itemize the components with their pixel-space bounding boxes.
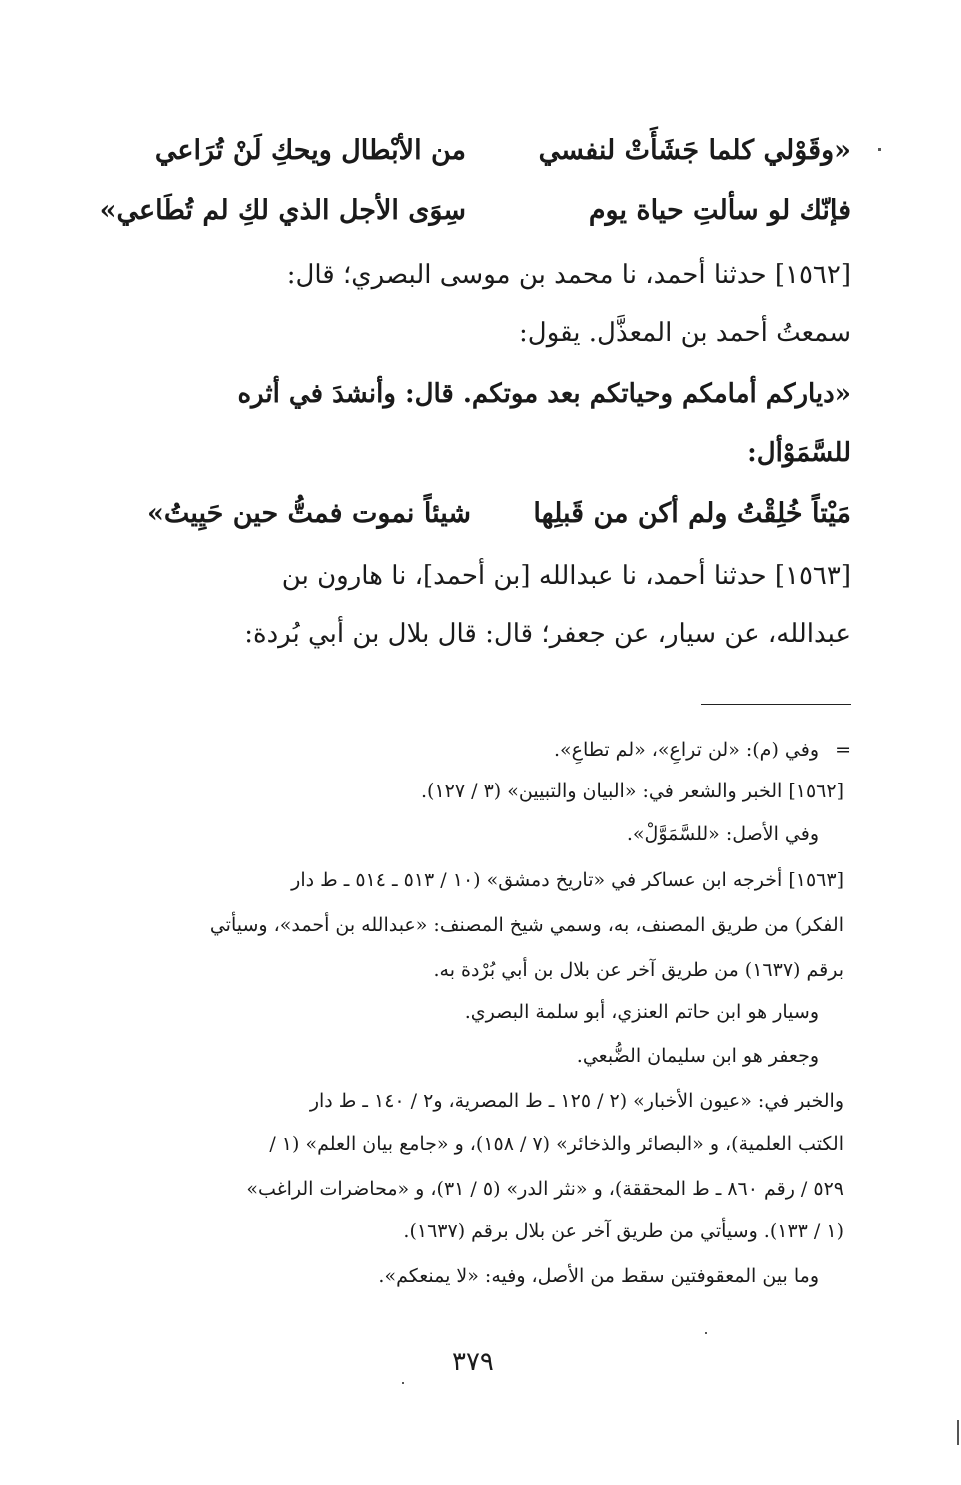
hadith-1562-line2: سمعتُ أحمد بن المعذَّل. يقول:: [519, 318, 851, 348]
quote-line2: للسَّمَوْأل:: [747, 438, 851, 468]
page-number: ٣٧٩: [452, 1347, 494, 1377]
scan-speck: [878, 148, 881, 151]
verse3-second-hemistich: شيئاً نموت فمتُّ حين حَيِيتُ»: [146, 498, 471, 529]
footnote-line: ٥٢٩ / رقم ٨٦٠ ـ ط المحققة)، و «نثر الدر» (٥ / ٣١)، و «محاضرات الراغب»: [246, 1178, 844, 1200]
verse1-second-hemistich: من الأبْطال ويحكِ لَنْ تُرَاعي: [154, 135, 466, 166]
footnote-line: [١٥٦٣] أخرجه ابن عساكر في «تاريخ دمشق» (١٠ / ٥١٣ ـ ٥١٤ ـ ط دار: [291, 869, 844, 891]
hadith-1563-line1: [١٥٦٣] حدثنا أحمد، نا عبدالله [بن أحمد]، نا هارون بن: [281, 561, 851, 591]
footnote-line: [١٥٦٢] الخبر والشعر في: «البيان والتبيين» (٣ / ١٢٧).: [421, 780, 844, 802]
footnote-line: وما بين المعقوفتين سقط من الأصل، وفيه: «لا يمنعكم».: [378, 1265, 819, 1287]
scan-edge-mark: [957, 1420, 959, 1445]
hadith-1562-line1: [١٥٦٢] حدثنا أحمد، نا محمد بن موسى البصري؛ قال:: [286, 260, 851, 290]
footnote-line: وفي (م): «لن تراعِ»، «لم تطاعِ».: [553, 739, 819, 761]
verse3-first-hemistich: مَيْتاً خُلِقْتُ ولم أكن من قَبلِها: [533, 498, 851, 529]
scan-speck: [402, 1382, 404, 1384]
hadith-1563-line2: عبدالله، عن سيار، عن جعفر؛ قال: قال بلال بن أبي بُردة:: [244, 619, 851, 649]
verse2-first-hemistich: فإنّك لو سألتِ حياة يوم: [588, 195, 851, 226]
footnote-line: (١ / ١٣٣). وسيأتي من طريق آخر عن بلال برقم (١٦٣٧).: [403, 1220, 844, 1242]
footnote-line: الكتب العلمية)، و «البصائر والذخائر» (٧ / ١٥٨)، و «جامع بيان العلم» (١ /: [269, 1133, 844, 1155]
footnote-line: وفي الأصل: «للسَّمَوَّلْ».: [626, 823, 819, 845]
footnote-separator: [701, 704, 851, 705]
verse2-second-hemistich: سِوَى الأجل الذي لكِ لم تُطَاعي»: [99, 195, 466, 226]
footnote-line: وسيار هو ابن حاتم العنزي، أبو سلمة البصري.: [464, 1001, 819, 1023]
footnote-line: والخبر في: «عيون الأخبار» (٢ / ١٢٥ ـ ط المصرية، و٢ / ١٤٠ ـ ط دار: [309, 1090, 844, 1112]
quote-line1: «دياركم أمامكم وحياتكم بعد موتكم. قال: وأنشدَ في أثره: [237, 379, 851, 409]
scan-speck: [705, 1332, 707, 1334]
footnote-line: الفكر) من طريق المصنف، به، وسمي شيخ المصنف: «عبدالله بن أحمد»، وسيأتي: [209, 914, 844, 936]
footnote-line: برقم (١٦٣٧) من طريق آخر عن بلال بن أبي بُرْدة به.: [433, 959, 844, 981]
verse1-first-hemistich: «وقَوْلي كلما جَشَأَتْ لنفسي: [538, 135, 851, 166]
footnote-continuation-marker: =: [835, 739, 851, 761]
footnote-line: وجعفر هو ابن سليمان الضُّبعي.: [576, 1045, 819, 1067]
